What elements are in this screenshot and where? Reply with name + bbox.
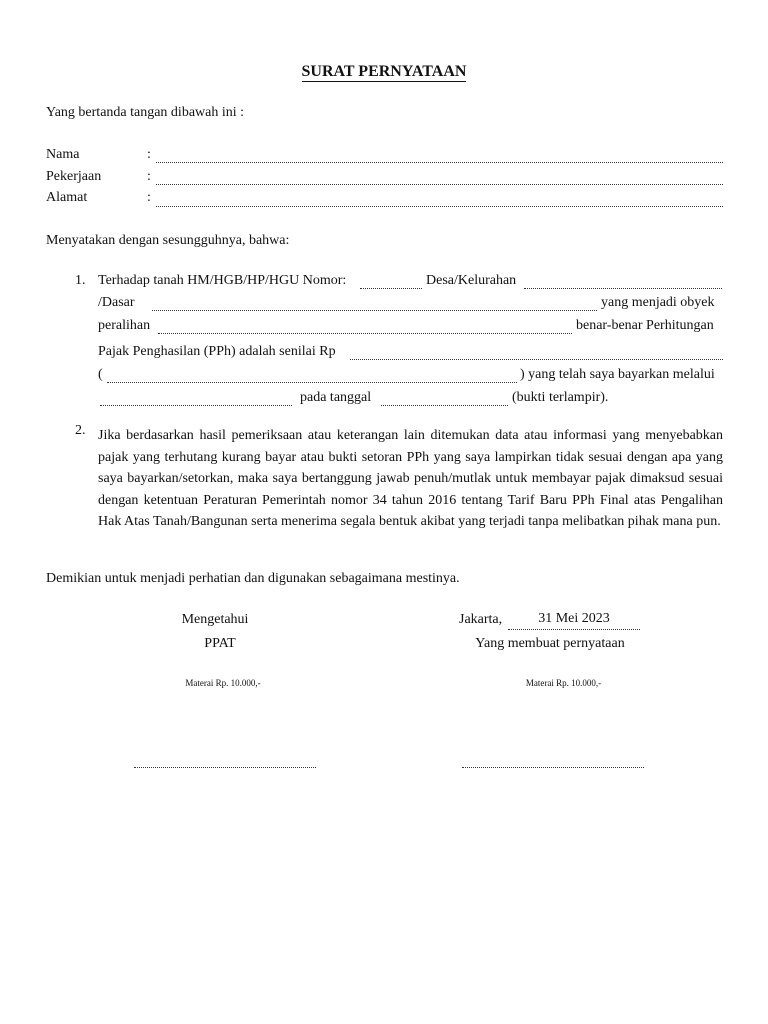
sign-left-materai: Materai Rp. 10.000,- <box>185 678 261 688</box>
sign-right-city: Jakarta, <box>459 612 503 627</box>
sign-right-materai: Materai Rp. 10.000,- <box>525 678 602 688</box>
sign-left-signature-line[interactable] <box>134 767 316 768</box>
field-label-pekerjaan: Pekerjaan <box>46 169 102 184</box>
item1-line6-tanggal: pada tanggal <box>300 390 372 405</box>
item1-line3-peralihan: peralihan <box>98 318 151 333</box>
sign-right-date: 31 Mei 2023 <box>538 611 610 626</box>
blank-desa-kelurahan[interactable] <box>524 288 722 289</box>
blank-nomor[interactable] <box>360 288 422 289</box>
item1-line5-bayarkan: ) yang telah saya bayarkan melalui <box>520 367 715 382</box>
field-colon-alamat: : <box>147 190 151 205</box>
field-label-alamat: Alamat <box>46 190 88 205</box>
blank-melalui[interactable] <box>100 405 292 406</box>
field-colon-pekerjaan: : <box>147 169 151 184</box>
closing-text: Demikian untuk menjadi perhatian dan digunakan sebagaimana mestinya. <box>46 571 460 586</box>
document-title: SURAT PERNYATAAN <box>301 63 467 80</box>
blank-nilai-rp[interactable] <box>350 359 723 360</box>
item1-line6-bukti: (bukti terlampir). <box>512 390 609 405</box>
item1-line4-pph: Pajak Penghasilan (PPh) adalah senilai Rp <box>98 344 336 359</box>
blank-terbilang[interactable] <box>107 382 517 383</box>
field-blank-nama[interactable] <box>156 162 723 163</box>
item1-line3-perhitungan: benar-benar Perhitungan <box>576 318 714 333</box>
item1-number: 1. <box>75 273 86 288</box>
field-colon-nama: : <box>147 147 151 162</box>
sign-right-pembuat: Yang membuat pernyataan <box>475 636 625 651</box>
item1-line1-text: Terhadap tanah HM/HGB/HP/HGU Nomor: <box>98 273 347 288</box>
item1-line2-dasar: /Dasar <box>98 295 135 310</box>
sign-right-date-line <box>508 629 640 630</box>
item1-line1-desa: Desa/Kelurahan <box>426 273 517 288</box>
statement-intro: Menyatakan dengan sesungguhnya, bahwa: <box>46 233 290 248</box>
sign-left-ppat: PPAT <box>204 636 236 651</box>
item1-line2-obyek: yang menjadi obyek <box>601 295 715 310</box>
blank-dasar[interactable] <box>152 310 597 311</box>
sign-right-signature-line[interactable] <box>462 767 644 768</box>
item2-number: 2. <box>75 423 86 438</box>
intro-text: Yang bertanda tangan dibawah ini : <box>46 105 245 120</box>
item2-paragraph: Jika berdasarkan hasil pemeriksaan atau keterangan lain ditemukan data atau informasi yang menyebabkan pajak yang terhutang kurang bayar atau bukti setoran PPh yang saya lampirkan tidak sesuai dengan apa yang saya bayarkan/setorkan, maka saya bertanggung jawab penuh/mutlak untuk membayar pajak dimaksud sesuai dengan ketentuan Peraturan Pemerintah nomor 34 tahun 2016 tentang Tarif Baru PPh Final atas Pengalihan Hak Atas Tanah/Bangunan serta menerima segala bentuk akibat yang terjadi tanpa melibatkan pihak mana pun. <box>98 428 723 529</box>
blank-tanggal[interactable] <box>381 405 508 406</box>
sign-left-mengetahui: Mengetahui <box>181 612 249 627</box>
item1-line5-open-paren: ( <box>98 367 103 382</box>
field-blank-alamat[interactable] <box>156 206 723 207</box>
field-label-nama: Nama <box>46 147 80 162</box>
blank-peralihan[interactable] <box>158 333 572 334</box>
field-blank-pekerjaan[interactable] <box>156 184 723 185</box>
